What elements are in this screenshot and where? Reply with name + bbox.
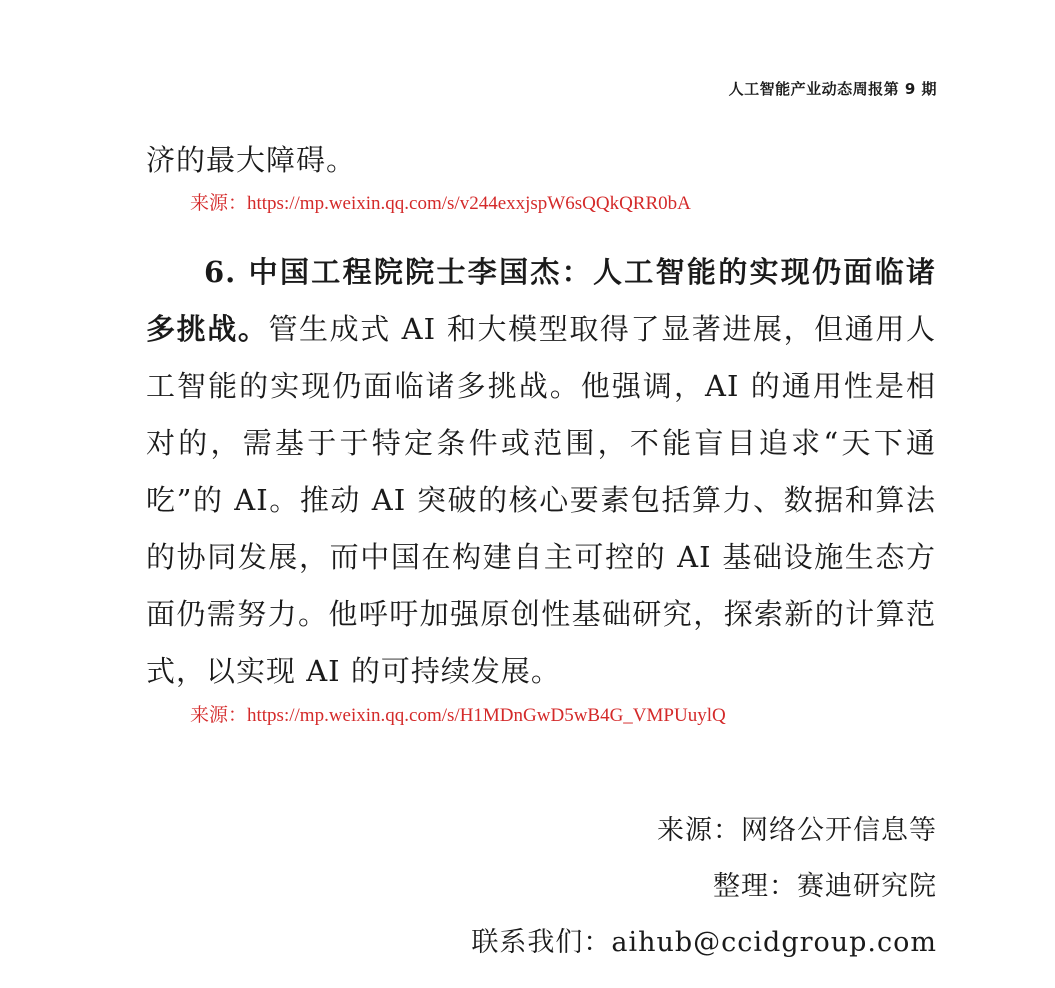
footer-compiler: 整理：赛迪研究院 — [713, 871, 937, 902]
source-link[interactable]: 来源：https://mp.weixin.qq.com/s/H1MDnGwD5wB4G_VMPUuylQ — [190, 705, 726, 726]
news-item-6 — [146, 244, 936, 700]
footer-contact[interactable]: 联系我们：aihub@ccidgroup.com — [471, 927, 937, 958]
continuation-paragraph: 济的最大障碍。 — [146, 143, 357, 177]
footer-source: 来源：网络公开信息等 — [657, 815, 937, 846]
source-link[interactable]: 来源：https://mp.weixin.qq.com/s/v244exxjspW6sQQkQRR0bA — [190, 193, 691, 214]
page-header-title: 人工智能产业动态周报第 9 期 — [728, 80, 937, 98]
news-item-body: 管生成式 AI 和大模型取得了显著进展，但通用人工智能的实现仍面临诸多挑战。他强调，AI 的通用性是相对的，需基于于特定条件或范围，不能盲目追求“天下通吃”的 AI。推动 AI 突破的核心要素包括算力、数据和算法的协同发展，而中国在构建自主可控的 AI 基础设施生态方面仍需努力。他呼吁加强原创性基础研究，探索新的计算范式，以实现 AI 的可持续发展。 — [146, 312, 936, 688]
news-item-heading: 6. 中国工程院院士李国杰：人工智能的实现仍面临诸多挑战。 — [146, 255, 936, 346]
